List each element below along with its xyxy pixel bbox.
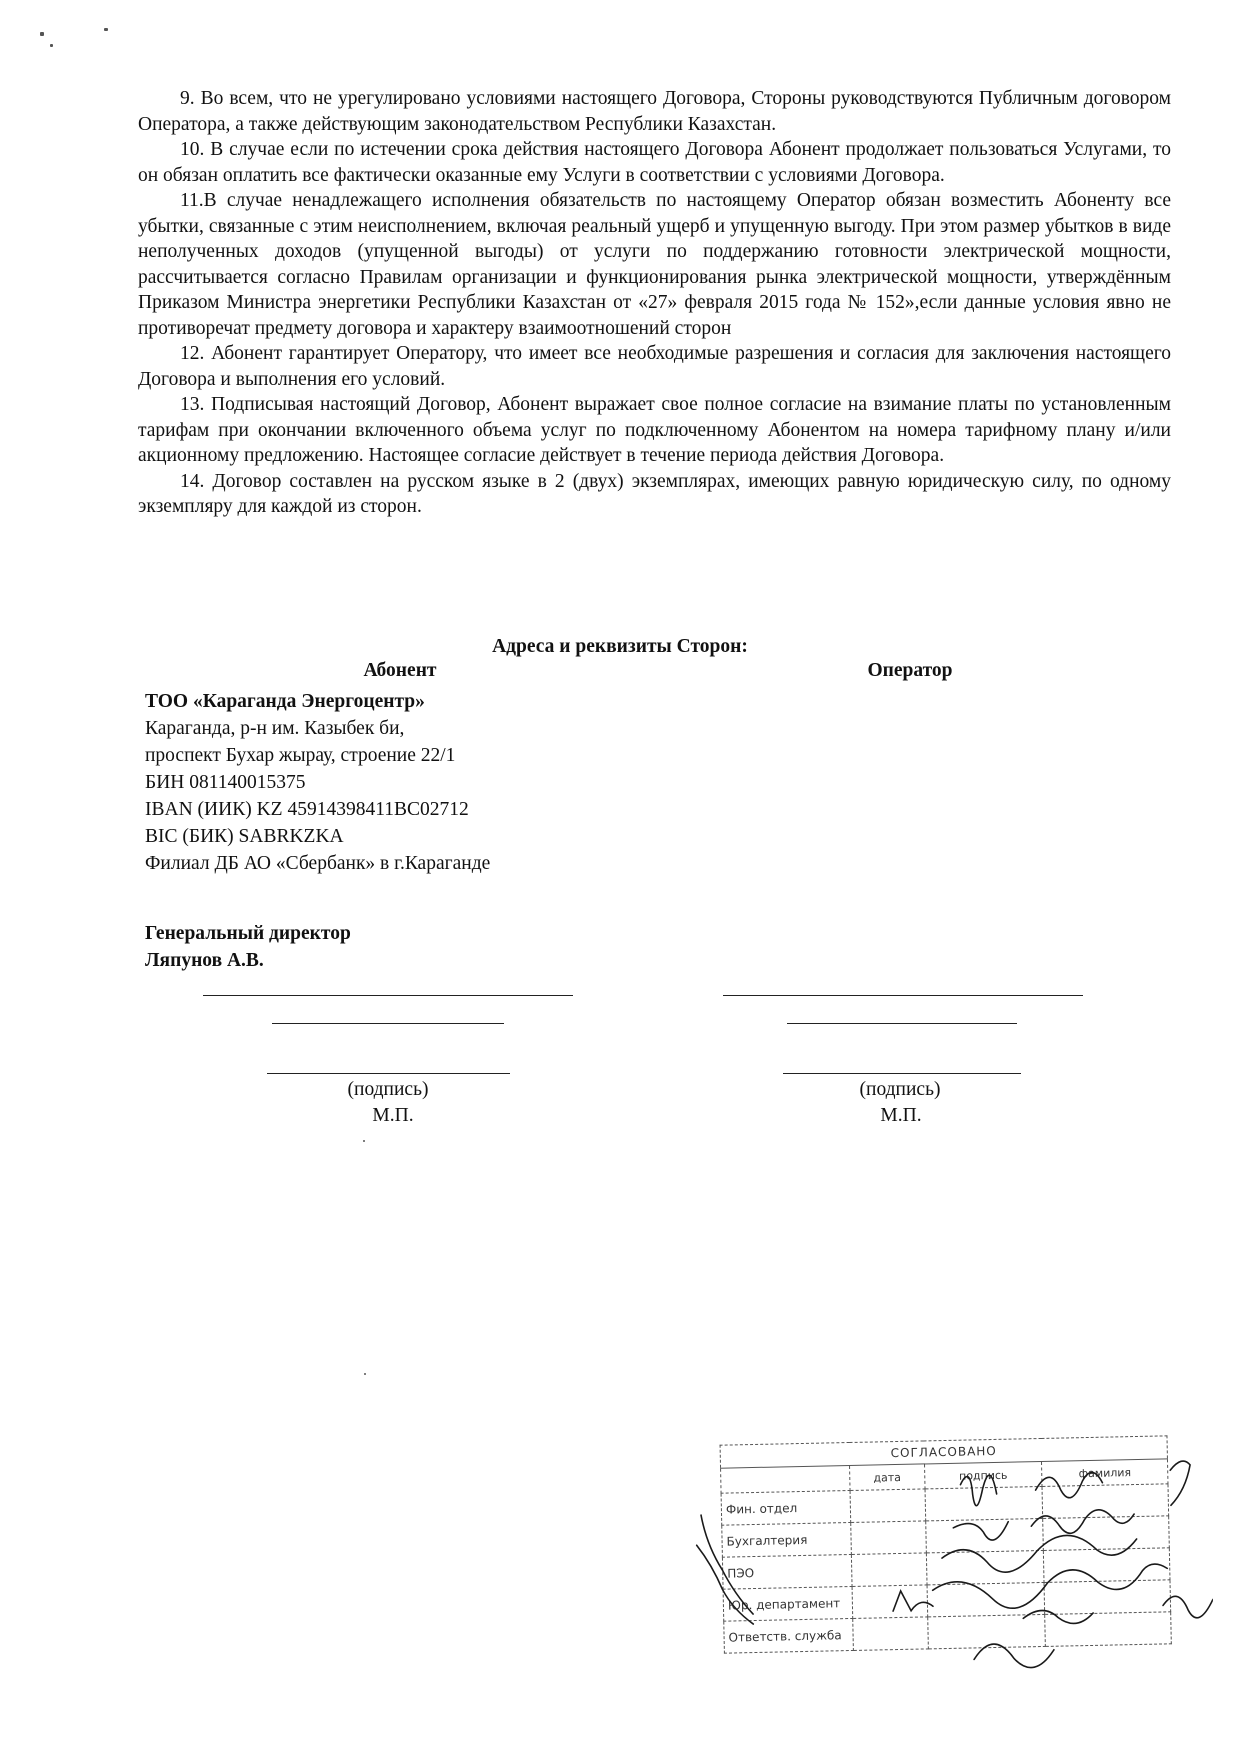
subscriber-bank: Филиал ДБ АО «Сбербанк» в г.Караганде [145,853,491,874]
left-signature-line-1 [203,995,573,996]
right-signature-line-3 [783,1073,1021,1074]
handwritten-signatures-drawing [690,1434,1215,1695]
clause-10: 10. В случае если по истечении срока действия настоящего Договора Абонент продолжает пользоваться Услугами, то он обязан оплатить все фактически оказанные ему Услуги в соответствии с условиями Договора. [138,139,1171,186]
left-signature-label: (подпись) [347,1079,429,1100]
subscriber-requisites [145,688,705,877]
stamp-col-signature: подпись [924,1461,1042,1488]
stamp-row-label: ПЭО [722,1554,852,1589]
subscriber-iban: IBAN (ИИК) KZ 45914398411BC02712 [145,799,469,820]
clause-11: 11.В случае ненадлежащего исполнения обязательств по настоящему Оператор обязан возместить Абоненту все убытки, связанные с этим неисполнением, включая реальный ущерб и упущенную выгоду. При этом размер убытков в виде неполученных доходов (упущенной выгоды) от услуги по поддержанию готовности электрической мощности, рассчитывается согласно Правилам организации и функционирования рынка электрической мощности, утверждённым Приказом Министра энергетики Республики Казахстан от «27» февраля 2015 года № 152»,если данные условия явно не противоречат предмету договора и характеру взаимоотношений сторон [138,190,1171,339]
signatory-name: Ляпунов А.В. [145,950,264,971]
subscriber-address-2: проспект Бухар жырау, строение 22/1 [145,745,456,766]
operator-heading: Оператор [867,660,953,681]
requisites-title: Адреса и реквизиты Сторон: [492,636,748,657]
left-seal-label: М.П. [372,1105,414,1126]
right-signature-label: (подпись) [859,1079,941,1100]
right-seal-label: М.П. [880,1105,922,1126]
subscriber-bic: BIC (БИК) SABRKZKA [145,826,344,847]
left-signature-line-3 [267,1073,510,1074]
subscriber-bin: БИН 081140015375 [145,772,306,793]
stamp-title: СОГЛАСОВАНО [720,1436,1167,1468]
clause-13: 13. Подписывая настоящий Договор, Абонент выражает свое полное согласие на взимание платы по установленным тарифам при окончании включенного объема услуг по подключенному Абонентом на номера тарифному плану и/или акционному предложению. Настоящее согласие действует в течение периода действия Договора. [138,394,1171,466]
stamp-row-label: Юр. департамент [723,1586,853,1621]
subscriber-heading: Абонент [363,660,437,681]
left-signature-line-2 [272,1023,504,1024]
contract-clauses [138,86,1171,520]
stamp-row-label: Ответств. служба [724,1618,854,1653]
subscriber-address-1: Караганда, р-н им. Казыбек би, [145,718,405,739]
stamp-col-surname: фамилия [1042,1459,1168,1487]
stamp-row-label: Фин. отдел [721,1490,851,1525]
clause-12: 12. Абонент гарантирует Оператору, что имеет все необходимые разрешения и согласия для заключения настоящего Договора и выполнения его условий. [138,343,1171,390]
approval-stamp [720,1435,1173,1682]
right-signature-line-1 [723,995,1083,996]
clause-14: 14. Договор составлен на русском языке в 2 (двух) экземплярах, имеющих равную юридическую силу, по одному экземпляру для каждой из сторон. [138,470,1171,517]
signatory-position: Генеральный директор [145,923,351,944]
subscriber-signatory [145,920,351,974]
right-signature-line-2 [787,1023,1017,1024]
subscriber-company: ТОО «Караганда Энергоцентр» [145,691,425,712]
stamp-col-date: дата [850,1464,925,1491]
clause-9: 9. Во всем, что не урегулировано условиями настоящего Договора, Стороны руководствуются Публичным договором Оператора, а также действующим законодательством Республики Казахстан. [138,88,1171,135]
stamp-row-label: Бухгалтерия [722,1522,852,1557]
